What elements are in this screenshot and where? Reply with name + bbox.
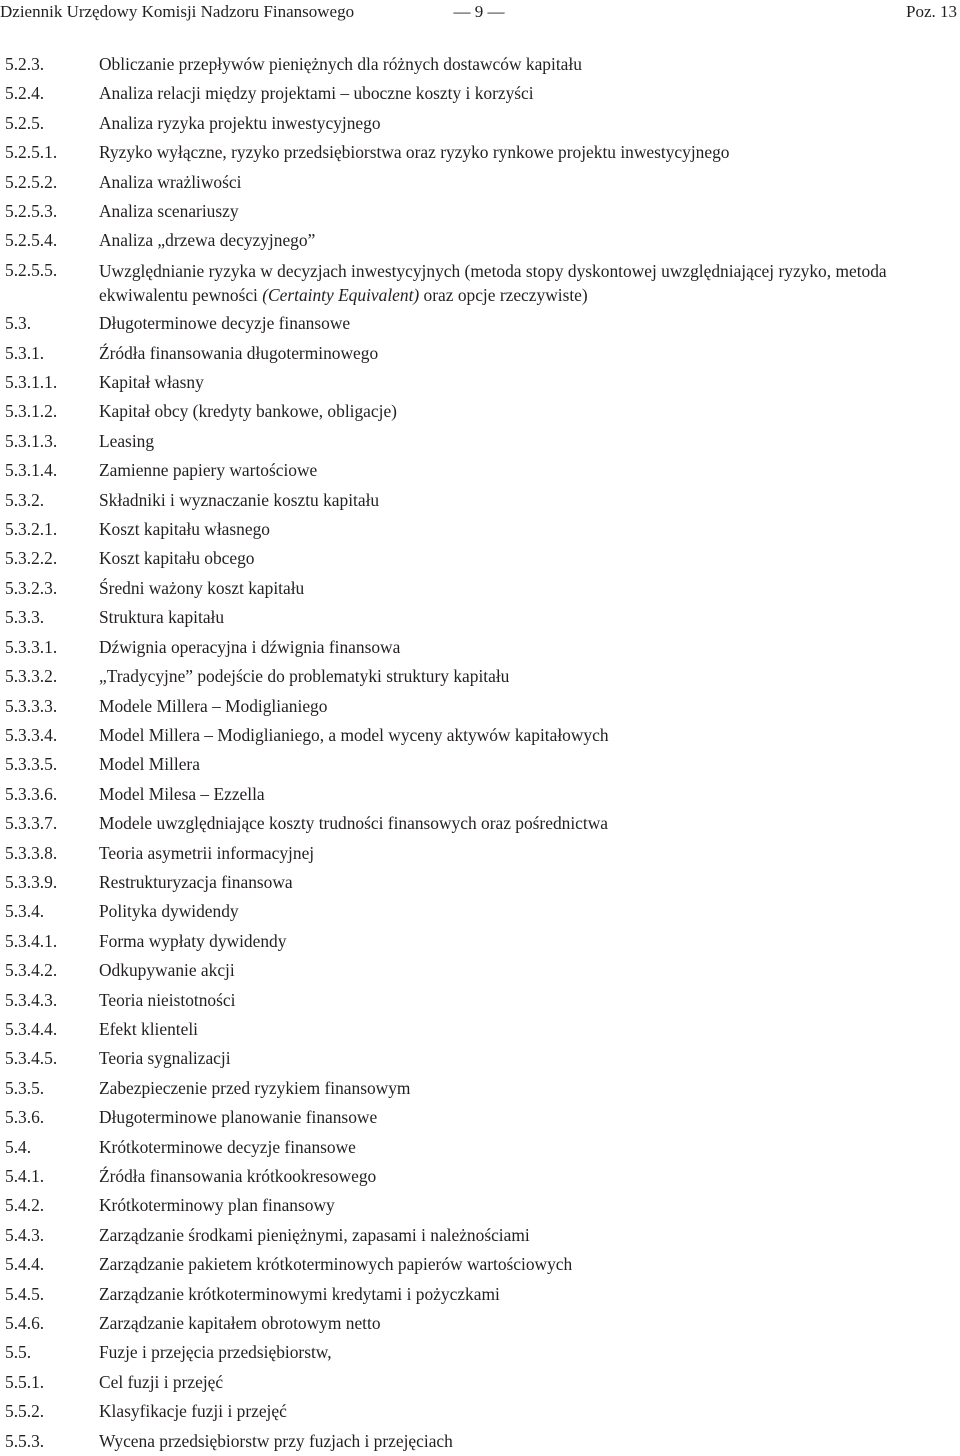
toc-entry-number: 5.3.6. bbox=[5, 1107, 45, 1128]
toc-entry-number: 5.3.3.3. bbox=[5, 695, 58, 716]
toc-entry-number: 5.2.5. bbox=[5, 112, 45, 133]
toc-entry-title: Model Milesa – Ezzella bbox=[99, 783, 265, 804]
toc-entry bbox=[5, 1191, 960, 1220]
toc-entry-number: 5.4.2. bbox=[5, 1195, 45, 1216]
toc-entry bbox=[5, 456, 960, 485]
toc-entry-number: 5.3.1.3. bbox=[5, 430, 58, 451]
toc-entry-title: Zabezpieczenie przed ryzykiem finansowym bbox=[99, 1077, 411, 1098]
toc-entry bbox=[5, 1368, 960, 1397]
toc-entry-title: Zamienne papiery wartościowe bbox=[99, 460, 318, 481]
toc-entry-title: „Tradycyjne” podejście do problematyki struktury kapitału bbox=[99, 666, 510, 687]
toc-entry bbox=[5, 1103, 960, 1132]
toc-entry-title: Teoria nieistotności bbox=[99, 989, 236, 1010]
toc-entry-number: 5.4.6. bbox=[5, 1313, 45, 1334]
table-of-contents bbox=[5, 50, 960, 1456]
toc-entry-number: 5.4. bbox=[5, 1136, 32, 1157]
toc-entry-number: 5.2.5.2. bbox=[5, 171, 58, 192]
toc-entry-number: 5.3.4.5. bbox=[5, 1048, 58, 1069]
toc-entry bbox=[5, 633, 960, 662]
toc-entry-number: 5.2.5.1. bbox=[5, 142, 58, 163]
toc-entry-number: 5.3.3. bbox=[5, 607, 45, 628]
toc-entry bbox=[5, 780, 960, 809]
toc-entry bbox=[5, 138, 960, 167]
toc-entry-title-italic: (Certainty Equivalent) bbox=[262, 284, 420, 305]
toc-entry-title: Składniki i wyznaczanie kosztu kapitału bbox=[99, 489, 380, 510]
toc-entry bbox=[5, 486, 960, 515]
toc-entry-number: 5.2.3. bbox=[5, 54, 45, 74]
toc-entry bbox=[5, 1162, 960, 1191]
toc-entry bbox=[5, 1309, 960, 1338]
toc-entry bbox=[5, 1397, 960, 1426]
toc-entry-title: Analiza ryzyka projektu inwestycyjnego bbox=[99, 112, 381, 133]
toc-entry-title: Odkupywanie akcji bbox=[99, 960, 235, 981]
toc-entry-title: Leasing bbox=[99, 430, 155, 451]
toc-entry-title-text: Uwzględnianie ryzyka w decyzjach inwestycyjnych (metoda stopy dyskontowej uwzględniającej ryzyko, metoda ekwiwalentu pewności bbox=[99, 260, 887, 305]
toc-entry-title: Analiza scenariuszy bbox=[99, 201, 239, 222]
toc-entry-number: 5.3.3.6. bbox=[5, 783, 58, 804]
toc-entry bbox=[5, 692, 960, 721]
toc-entry-title: Obliczanie przepływów pieniężnych dla różnych dostawców kapitału bbox=[99, 54, 582, 74]
toc-entry-number: 5.3.1.1. bbox=[5, 372, 58, 393]
toc-entry-title: Teoria asymetrii informacyjnej bbox=[99, 842, 315, 863]
toc-entry bbox=[5, 368, 960, 397]
toc-entry-title: Ryzyko wyłączne, ryzyko przedsiębiorstwa oraz ryzyko rynkowe projektu inwestycyjnego bbox=[99, 142, 730, 163]
toc-entry-number: 5.3.4.3. bbox=[5, 989, 58, 1010]
toc-entry-title: Długoterminowe planowanie finansowe bbox=[99, 1107, 378, 1128]
toc-entry-number: 5.3.1.2. bbox=[5, 401, 58, 422]
toc-entry-title: Analiza „drzewa decyzyjnego” bbox=[99, 230, 316, 251]
toc-entry-number: 5.5.2. bbox=[5, 1401, 45, 1422]
toc-entry-number: 5.3.4.4. bbox=[5, 1018, 58, 1039]
toc-entry bbox=[5, 256, 960, 309]
toc-entry-number: 5.3.1.4. bbox=[5, 460, 58, 481]
toc-entry-number: 5.3.2.1. bbox=[5, 519, 58, 540]
toc-entry-title: Fuzje i przejęcia przedsiębiorstw, bbox=[99, 1342, 332, 1363]
toc-entry bbox=[5, 1015, 960, 1044]
toc-entry-number: 5.3.3.2. bbox=[5, 666, 58, 687]
toc-entry-title: Cel fuzji i przejęć bbox=[99, 1371, 224, 1392]
toc-entry-title: Długoterminowe decyzje finansowe bbox=[99, 313, 351, 334]
toc-entry-number: 5.3.4.1. bbox=[5, 930, 58, 951]
toc-entry-number: 5.3.5. bbox=[5, 1077, 45, 1098]
toc-entry-number: 5.5.1. bbox=[5, 1371, 45, 1392]
toc-entry bbox=[5, 79, 960, 108]
toc-entry bbox=[5, 603, 960, 632]
toc-entry-title: Restrukturyzacja finansowa bbox=[99, 871, 293, 892]
toc-entry-title: Wycena przedsiębiorstw przy fuzjach i przejęciach bbox=[99, 1430, 453, 1451]
page-header bbox=[0, 0, 960, 24]
toc-entry-number: 5.2.4. bbox=[5, 83, 45, 104]
toc-entry bbox=[5, 1074, 960, 1103]
toc-entry-number: 5.3.3.1. bbox=[5, 636, 58, 657]
toc-entry bbox=[5, 1338, 960, 1367]
toc-entry bbox=[5, 750, 960, 779]
toc-entry-number: 5.3.2. bbox=[5, 489, 45, 510]
toc-entry bbox=[5, 574, 960, 603]
toc-entry bbox=[5, 868, 960, 897]
toc-entry-title: Zarządzanie kapitałem obrotowym netto bbox=[99, 1313, 381, 1334]
toc-entry-number: 5.5. bbox=[5, 1342, 32, 1363]
toc-entry-number: 5.3.3.8. bbox=[5, 842, 58, 863]
toc-entry-number: 5.4.4. bbox=[5, 1254, 45, 1275]
toc-entry bbox=[5, 109, 960, 138]
page-number: — 9 — bbox=[453, 2, 505, 21]
toc-entry bbox=[5, 897, 960, 926]
toc-entry-title: Zarządzanie pakietem krótkoterminowych papierów wartościowych bbox=[99, 1254, 573, 1275]
toc-entry-number: 5.5.3. bbox=[5, 1430, 45, 1451]
toc-entry-title: Model Millera bbox=[99, 754, 200, 775]
toc-entry-title: Analiza relacji między projektami – uboczne koszty i korzyści bbox=[99, 83, 534, 104]
toc-entry-number: 5.2.5.5. bbox=[5, 259, 58, 280]
toc-entry-number: 5.4.5. bbox=[5, 1283, 45, 1304]
toc-entry-title: Struktura kapitału bbox=[99, 607, 225, 628]
toc-entry bbox=[5, 721, 960, 750]
toc-entry bbox=[5, 226, 960, 255]
toc-entry-number: 5.4.3. bbox=[5, 1224, 45, 1245]
toc-entry-title-text: oraz opcje rzeczywiste) bbox=[419, 284, 588, 305]
toc-entry-number: 5.3. bbox=[5, 313, 32, 334]
toc-entry bbox=[5, 544, 960, 573]
toc-entry-number: 5.3.4.2. bbox=[5, 960, 58, 981]
toc-entry bbox=[5, 50, 960, 79]
toc-entry-number: 5.3.2.2. bbox=[5, 548, 58, 569]
toc-entry-number: 5.3.4. bbox=[5, 901, 45, 922]
toc-entry bbox=[5, 986, 960, 1015]
toc-entry-title: Klasyfikacje fuzji i przejęć bbox=[99, 1401, 287, 1422]
toc-entry bbox=[5, 956, 960, 985]
toc-entry-title: Model Millera – Modiglianiego, a model wyceny aktywów kapitałowych bbox=[99, 724, 609, 745]
toc-entry-title: Polityka dywidendy bbox=[99, 901, 239, 922]
toc-entry bbox=[5, 809, 960, 838]
toc-entry-title: Zarządzanie krótkoterminowymi kredytami i pożyczkami bbox=[99, 1283, 500, 1304]
toc-entry bbox=[5, 1427, 960, 1456]
toc-entry-number: 5.2.5.4. bbox=[5, 230, 58, 251]
toc-entry bbox=[5, 927, 960, 956]
toc-entry-number: 5.3.3.5. bbox=[5, 754, 58, 775]
toc-entry-title: Krótkoterminowe decyzje finansowe bbox=[99, 1136, 356, 1157]
toc-entry-title: Forma wypłaty dywidendy bbox=[99, 930, 287, 951]
toc-entry-number: 5.3.1. bbox=[5, 342, 45, 363]
toc-entry-title: Modele Millera – Modiglianiego bbox=[99, 695, 328, 716]
toc-entry bbox=[5, 339, 960, 368]
toc-entry-number: 5.3.2.3. bbox=[5, 577, 58, 598]
toc-entry-number: 5.2.5.3. bbox=[5, 201, 58, 222]
toc-entry-title: Dźwignia operacyjna i dźwignia finansowa bbox=[99, 636, 401, 657]
toc-entry bbox=[5, 515, 960, 544]
toc-entry bbox=[5, 397, 960, 426]
position-number: Poz. 13 bbox=[906, 2, 957, 21]
toc-entry-title: Teoria sygnalizacji bbox=[99, 1048, 231, 1069]
toc-entry-title: Krótkoterminowy plan finansowy bbox=[99, 1195, 335, 1216]
toc-entry bbox=[5, 1221, 960, 1250]
toc-entry-title bbox=[99, 256, 960, 309]
toc-entry bbox=[5, 662, 960, 691]
toc-entry bbox=[5, 1133, 960, 1162]
toc-entry-title: Średni ważony koszt kapitału bbox=[99, 577, 305, 598]
toc-entry-title: Zarządzanie środkami pieniężnymi, zapasami i należnościami bbox=[99, 1224, 530, 1245]
toc-entry-title: Koszt kapitału obcego bbox=[99, 548, 255, 569]
toc-entry-title: Źródła finansowania krótkookresowego bbox=[99, 1166, 377, 1186]
toc-entry-number: 5.3.3.9. bbox=[5, 871, 58, 892]
toc-entry bbox=[5, 1250, 960, 1279]
toc-entry bbox=[5, 1044, 960, 1073]
toc-entry bbox=[5, 839, 960, 868]
toc-entry-title: Kapitał obcy (kredyty bankowe, obligacje) bbox=[99, 401, 397, 422]
toc-entry bbox=[5, 309, 960, 338]
toc-entry-number: 5.3.3.7. bbox=[5, 813, 58, 834]
toc-entry-title: Modele uwzględniające koszty trudności finansowych oraz pośrednictwa bbox=[99, 813, 608, 834]
toc-entry-title: Analiza wrażliwości bbox=[99, 171, 242, 192]
toc-entry-title: Kapitał własny bbox=[99, 372, 204, 393]
toc-entry-title: Koszt kapitału własnego bbox=[99, 519, 270, 540]
toc-entry-title: Źródła finansowania długoterminowego bbox=[99, 342, 379, 363]
journal-title: Dziennik Urzędowy Komisji Nadzoru Finansowego bbox=[0, 2, 355, 21]
toc-entry bbox=[5, 1280, 960, 1309]
toc-entry bbox=[5, 427, 960, 456]
toc-entry bbox=[5, 197, 960, 226]
toc-entry bbox=[5, 168, 960, 197]
toc-entry-title: Efekt klienteli bbox=[99, 1018, 198, 1039]
toc-entry-number: 5.3.3.4. bbox=[5, 724, 58, 745]
toc-entry-number: 5.4.1. bbox=[5, 1166, 45, 1186]
